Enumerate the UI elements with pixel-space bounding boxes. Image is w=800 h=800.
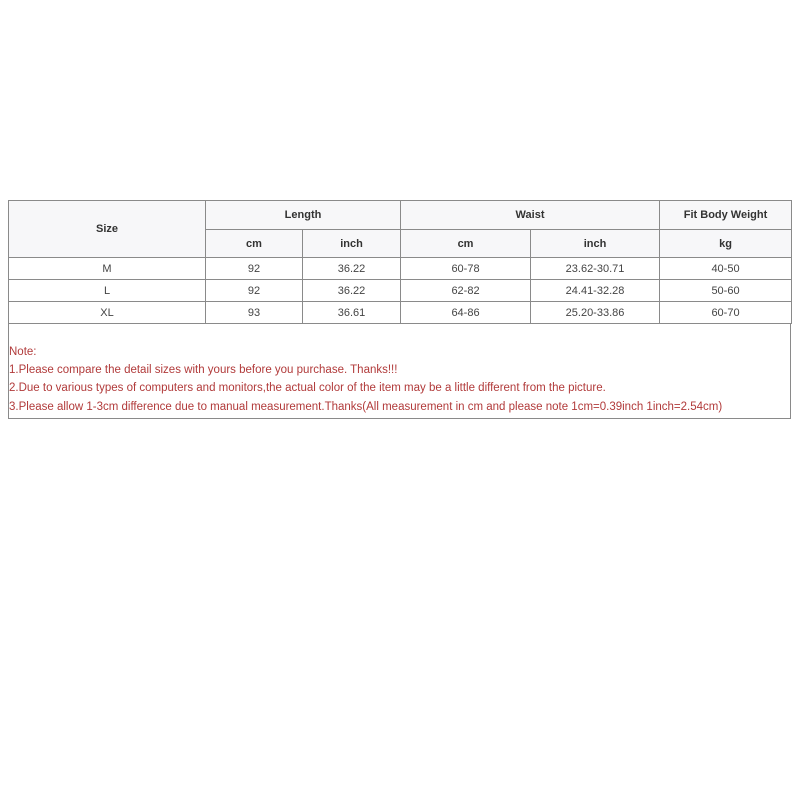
note-item: 3.Please allow 1-3cm difference due to manual measurement.Thanks(All measurement in cm and please note 1cm=0.39inch 1inch=2.54cm) xyxy=(9,400,723,413)
weight-kg-cell: 60-70 xyxy=(660,302,792,324)
waist-cm-cell: 60-78 xyxy=(401,258,531,280)
weight-kg-header: kg xyxy=(660,230,792,258)
waist-inch-cell: 23.62-30.71 xyxy=(531,258,660,280)
length-inch-cell: 36.22 xyxy=(303,258,401,280)
table-row xyxy=(9,258,792,280)
waist-cm-header: cm xyxy=(401,230,531,258)
length-inch-cell: 36.22 xyxy=(303,280,401,302)
size-cell: XL xyxy=(9,302,206,324)
size-cell: M xyxy=(9,258,206,280)
waist-cm-cell: 64-86 xyxy=(401,302,531,324)
length-cm-cell: 92 xyxy=(206,280,303,302)
weight-kg-cell: 50-60 xyxy=(660,280,792,302)
size-header: Size xyxy=(9,201,206,258)
length-cm-cell: 92 xyxy=(206,258,303,280)
length-cm-header: cm xyxy=(206,230,303,258)
note-item: 1.Please compare the detail sizes with yours before you purchase. Thanks!!! xyxy=(9,364,398,377)
weight-kg-cell: 40-50 xyxy=(660,258,792,280)
length-inch-header: inch xyxy=(303,230,401,258)
note-title: Note: xyxy=(9,346,37,358)
waist-inch-cell: 25.20-33.86 xyxy=(531,302,660,324)
size-cell: L xyxy=(9,280,206,302)
header-row-top xyxy=(9,201,792,230)
note-item: 2.Due to various types of computers and monitors,the actual color of the item may be a little different from the picture. xyxy=(9,382,606,395)
waist-inch-cell: 24.41-32.28 xyxy=(531,280,660,302)
waist-cm-cell: 62-82 xyxy=(401,280,531,302)
length-header: Length xyxy=(206,201,401,230)
waist-header: Waist xyxy=(401,201,660,230)
size-table xyxy=(8,200,792,324)
notes-box xyxy=(8,324,791,419)
table-row xyxy=(9,302,792,324)
table-row xyxy=(9,280,792,302)
length-inch-cell: 36.61 xyxy=(303,302,401,324)
waist-inch-header: inch xyxy=(531,230,660,258)
length-cm-cell: 93 xyxy=(206,302,303,324)
fit-weight-header: Fit Body Weight xyxy=(660,201,792,230)
size-chart xyxy=(8,200,791,419)
